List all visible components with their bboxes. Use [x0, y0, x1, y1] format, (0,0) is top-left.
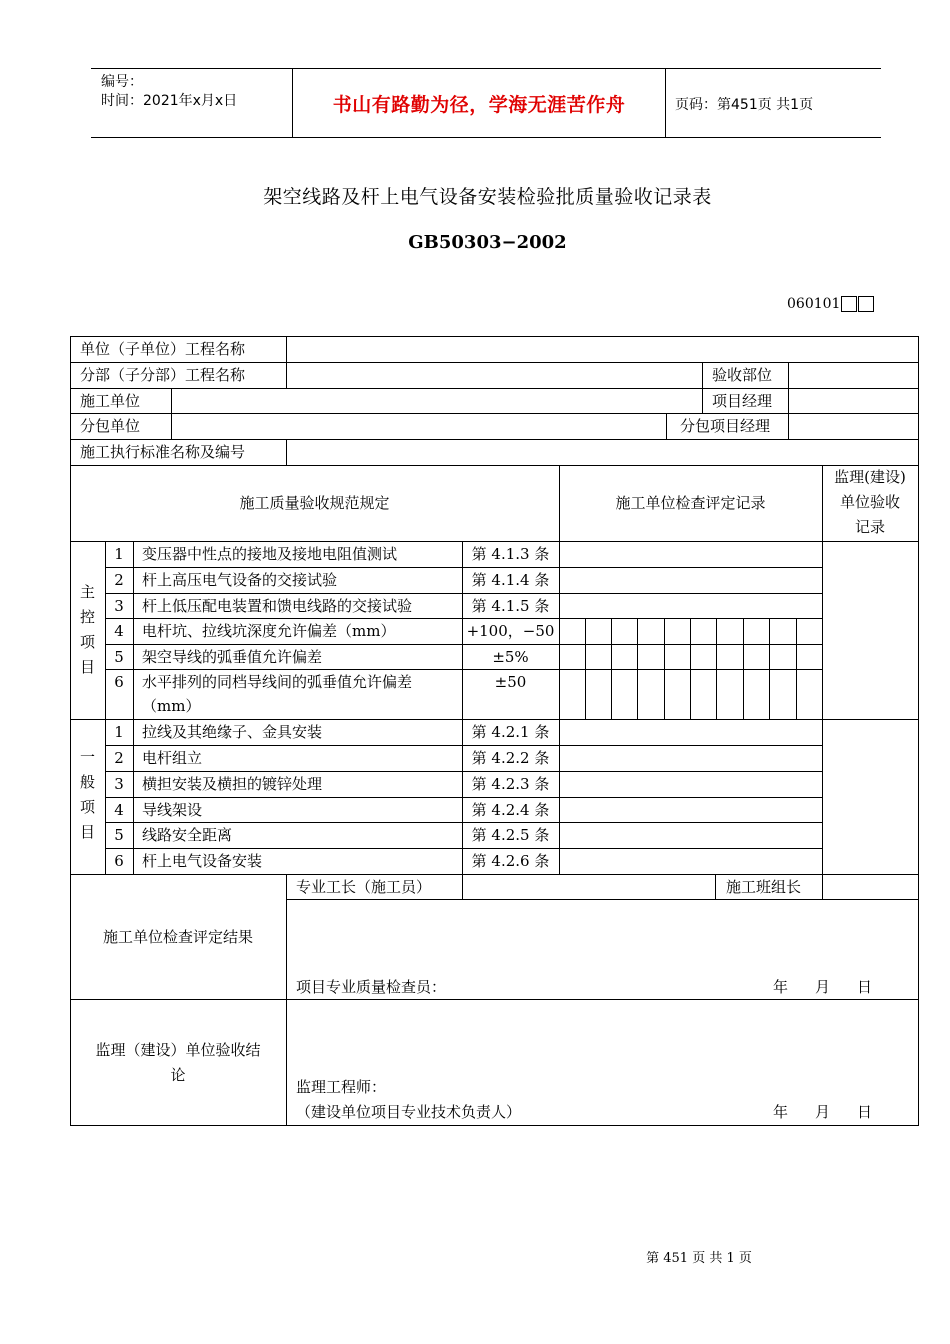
unit-project-label: 单位（子单位）工程名称 — [80, 340, 246, 358]
item-number: 2 — [114, 571, 124, 589]
row-line — [105, 567, 823, 568]
item-ref: ±50 — [494, 673, 527, 691]
item-number: 1 — [114, 545, 124, 563]
supervision-header-3: 记录 — [854, 518, 885, 536]
general-label: 般 — [79, 773, 95, 791]
item-ref: 第 4.2.3 条 — [471, 775, 550, 793]
col-line — [286, 439, 287, 465]
row-line — [70, 413, 919, 414]
grid-line — [664, 618, 665, 719]
row-line — [70, 439, 919, 440]
month-label: 月 — [815, 978, 831, 996]
item-name: 变压器中性点的接地及接地电阻值测试 — [142, 545, 398, 563]
item-name: 导线架设 — [142, 801, 203, 819]
grid-line — [796, 618, 797, 719]
row-line — [70, 999, 919, 1000]
item-name: 杆上低压配电装置和馈电线路的交接试验 — [142, 597, 413, 615]
col-line — [559, 541, 560, 874]
item-number: 5 — [114, 826, 124, 844]
item-ref: 第 4.2.1 条 — [471, 723, 550, 741]
header-page-info: 页码：第451页 共1页 — [675, 97, 814, 113]
item-number: 5 — [114, 648, 124, 666]
grid-line — [690, 618, 691, 719]
grid-line — [637, 618, 638, 719]
row-line — [70, 388, 919, 389]
item-name: 线路安全距离 — [142, 826, 233, 844]
row-line — [105, 771, 823, 772]
item-ref: 第 4.1.4 条 — [471, 571, 550, 589]
item-name: 杆上电气设备安装 — [142, 852, 263, 870]
time-label: 时间：2021年x月x日 — [101, 93, 238, 109]
main-control-label: 项 — [79, 633, 95, 651]
row-line — [70, 541, 919, 542]
sub-project-label: 分部（子分部）工程名称 — [80, 366, 246, 384]
year-label: 年 — [773, 978, 789, 996]
item-name: 电杆坑、拉线坑深度允许偏差（mm） — [142, 622, 396, 640]
table-border — [918, 336, 919, 1126]
row-line — [105, 848, 823, 849]
item-name-continued: （mm） — [142, 697, 201, 715]
engineer-label: 监理工程师： — [296, 1078, 387, 1096]
item-ref: +100，−50 — [466, 622, 555, 640]
col-line — [171, 413, 172, 439]
col-line — [715, 874, 716, 900]
row-line — [70, 465, 919, 466]
supervision-header-2: 单位验收 — [839, 493, 900, 511]
row-line — [70, 874, 919, 875]
grid-line — [743, 618, 744, 719]
month-label: 月 — [815, 1103, 831, 1121]
code-box — [841, 296, 857, 312]
col-line — [702, 362, 703, 388]
item-name: 横担安装及横担的镀锌处理 — [142, 775, 323, 793]
item-ref: 第 4.2.4 条 — [471, 801, 550, 819]
item-number: 3 — [114, 775, 124, 793]
col-line — [286, 336, 287, 388]
standard-label: 施工执行标准名称及编号 — [80, 443, 246, 461]
col-line — [105, 541, 106, 874]
number-label: 编号： — [101, 74, 143, 90]
grid-line — [716, 618, 717, 719]
acceptance-table — [70, 336, 918, 1125]
item-name: 水平排列的同档导线间的弧垂值允许偏差 — [142, 673, 413, 691]
year-label: 年 — [773, 1103, 789, 1121]
col-line — [666, 413, 667, 439]
col-line — [286, 874, 287, 1126]
row-line — [286, 899, 919, 900]
subcontract-manager-label: 分包项目经理 — [680, 417, 771, 435]
project-manager-label: 项目经理 — [712, 392, 773, 410]
supervision-header-1: 监理(建设) — [834, 468, 906, 486]
main-control-label: 目 — [79, 658, 95, 676]
item-ref: 第 4.2.5 条 — [471, 826, 550, 844]
header-divider — [665, 69, 666, 137]
conclusion-label-continued: 论 — [170, 1066, 186, 1084]
general-label: 一 — [79, 748, 95, 766]
col-line — [702, 388, 703, 414]
foreman-label: 专业工长（施工员） — [296, 878, 432, 896]
form-code-text: 060101 — [787, 296, 841, 312]
item-ref: 第 4.2.2 条 — [471, 749, 550, 767]
item-ref: 第 4.1.5 条 — [471, 597, 550, 615]
page-footer: 第 451 页 共 1 页 — [646, 1251, 752, 1266]
item-number: 4 — [114, 622, 124, 640]
item-number: 6 — [114, 852, 124, 870]
main-control-label: 主 — [79, 583, 95, 601]
general-label: 目 — [79, 823, 95, 841]
item-name: 电杆组立 — [142, 749, 203, 767]
grid-line — [585, 618, 586, 719]
day-label: 日 — [857, 978, 873, 996]
item-number: 3 — [114, 597, 124, 615]
grid-line — [611, 618, 612, 719]
col-line — [462, 541, 463, 874]
row-line — [105, 822, 823, 823]
document-subtitle: GB50303−2002 — [408, 232, 567, 253]
code-box — [858, 296, 874, 312]
col-line — [822, 874, 823, 900]
row-line — [70, 719, 919, 720]
inspector-label: 项目专业质量检查员： — [296, 978, 447, 996]
item-number: 1 — [114, 723, 124, 741]
item-name: 拉线及其绝缘子、金具安装 — [142, 723, 323, 741]
item-ref: 第 4.2.6 条 — [471, 852, 550, 870]
item-ref: ±5% — [492, 648, 529, 666]
spec-header: 施工质量验收规范规定 — [239, 494, 390, 512]
table-border — [70, 336, 919, 337]
construction-unit-label: 施工单位 — [80, 392, 141, 410]
conclusion-label: 监理（建设）单位验收结 — [95, 1041, 261, 1059]
row-line — [105, 745, 823, 746]
main-control-label: 控 — [79, 608, 95, 626]
page-header — [91, 68, 881, 138]
col-line — [788, 362, 789, 439]
row-line — [105, 797, 823, 798]
header-meta — [101, 73, 237, 111]
col-line — [133, 541, 134, 874]
item-number: 4 — [114, 801, 124, 819]
acceptance-part-label: 验收部位 — [712, 366, 773, 384]
col-line — [171, 388, 172, 414]
form-code — [787, 296, 874, 312]
general-label: 项 — [79, 798, 95, 816]
header-slogan: 书山有路勤为径，学海无涯苦作舟 — [332, 93, 626, 116]
grid-line — [769, 618, 770, 719]
table-border — [70, 1125, 919, 1126]
item-ref: 第 4.1.3 条 — [471, 545, 550, 563]
item-name: 架空导线的弧垂值允许偏差 — [142, 648, 323, 666]
result-label: 施工单位检查评定结果 — [102, 928, 253, 946]
check-record-header: 施工单位检查评定记录 — [615, 494, 766, 512]
item-number: 6 — [114, 673, 124, 691]
row-line — [105, 593, 823, 594]
item-number: 2 — [114, 749, 124, 767]
document-title: 架空线路及杆上电气设备安装检验批质量验收记录表 — [263, 186, 712, 208]
team-leader-label: 施工班组长 — [726, 878, 802, 896]
subcontract-unit-label: 分包单位 — [80, 417, 141, 435]
engineer-label-continued: （建设单位项目专业技术负责人） — [296, 1103, 522, 1121]
item-name: 杆上高压电气设备的交接试验 — [142, 571, 338, 589]
col-line — [462, 874, 463, 900]
day-label: 日 — [857, 1103, 873, 1121]
table-border — [70, 336, 71, 1126]
row-line — [70, 362, 919, 363]
